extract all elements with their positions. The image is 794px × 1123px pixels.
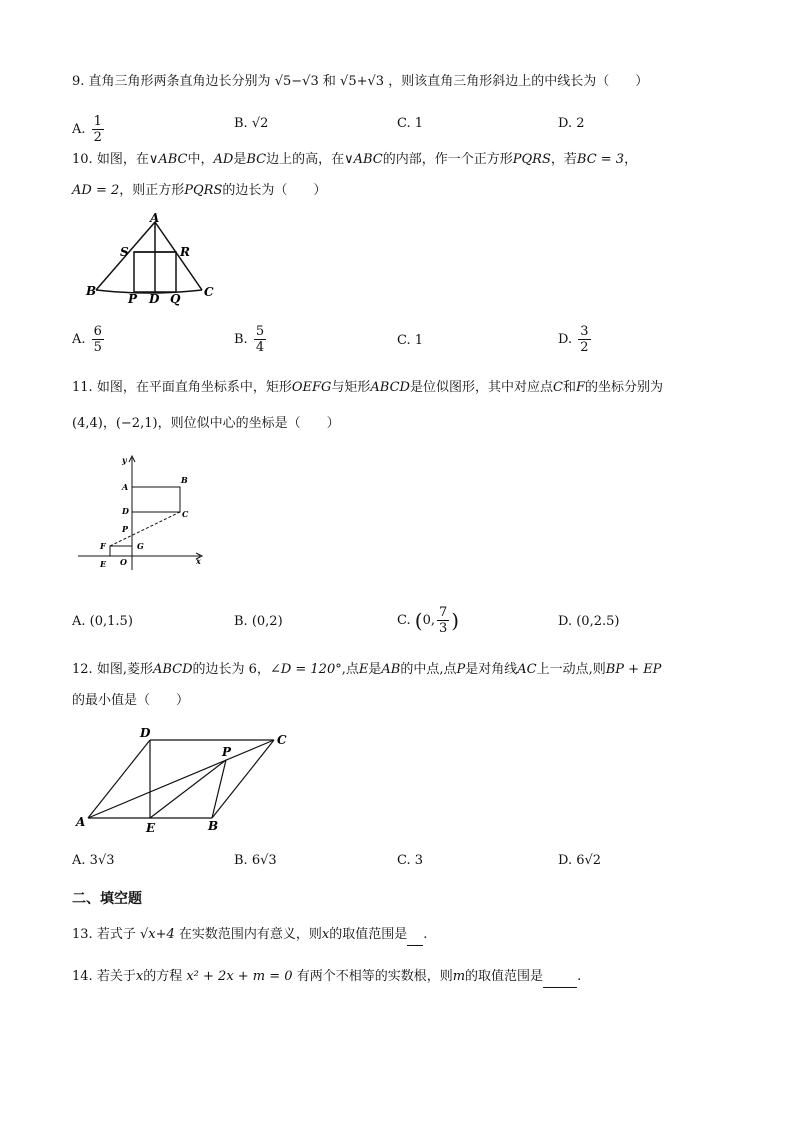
- fraction: $\frac{3}{2}$: [580, 324, 589, 355]
- option-value: √2: [584, 853, 602, 868]
- answer-blank[interactable]: [407, 925, 423, 946]
- label-o: O: [120, 557, 127, 567]
- question-14: 14. 若关于x的方程 x² + 2x + m = 0 有两个不相等的实数根，则m的取值范围是 .: [72, 967, 581, 988]
- option-label: A.: [72, 332, 86, 347]
- option-b[interactable]: [234, 114, 268, 134]
- option-label: D.: [558, 116, 573, 131]
- option-label: B.: [234, 332, 248, 347]
- question-text: 和: [322, 74, 336, 89]
- option-label: C.: [397, 853, 411, 868]
- question-number: 13.: [72, 927, 93, 942]
- option-d[interactable]: [558, 851, 601, 871]
- option-label: A.: [72, 122, 86, 137]
- side-ad: [88, 740, 150, 818]
- math-expression: x² + 2x + m = 0: [186, 969, 293, 984]
- question-12-line-1: 12. 如图,菱形ABCD的边长为 6，∠D = 120°,点E是AB的中点,点P是对角线AC上一动点,则BP + EP: [72, 662, 662, 677]
- option-label: B.: [234, 116, 248, 131]
- label-a: A: [76, 815, 86, 829]
- option-label: B.: [234, 614, 248, 629]
- label-a: A: [122, 482, 129, 492]
- label-d: D: [122, 506, 129, 516]
- option-value: √2: [251, 116, 269, 131]
- label-f: F: [100, 541, 106, 551]
- option-b[interactable]: [234, 851, 277, 871]
- question-number: 12.: [72, 662, 93, 677]
- label-y: y: [122, 455, 127, 465]
- option-value: (0,2): [251, 614, 283, 629]
- option-d[interactable]: [558, 114, 585, 134]
- question-number: 14.: [72, 969, 93, 984]
- option-label: D.: [558, 614, 573, 629]
- option-value: 3: [89, 853, 98, 868]
- label-e: E: [146, 821, 156, 835]
- option-b[interactable]: [234, 324, 268, 355]
- question-number: 10.: [72, 152, 93, 167]
- side-ac: [155, 222, 202, 290]
- fraction: $\frac{7}{3}$: [438, 605, 448, 636]
- option-c[interactable]: [397, 851, 423, 871]
- rectangle-oefg: [110, 546, 132, 556]
- label-c: C: [182, 509, 189, 519]
- rhombus-figure: [74, 722, 300, 838]
- label-s: S: [120, 245, 129, 259]
- label-d: D: [149, 292, 160, 306]
- option-a[interactable]: [72, 612, 133, 632]
- option-label: B.: [234, 853, 248, 868]
- label-e: E: [100, 559, 107, 569]
- option-label: C.: [397, 613, 411, 628]
- fraction: $\frac{5}{4}$: [255, 324, 265, 355]
- label-p: P: [122, 524, 129, 534]
- option-value: √3: [97, 853, 115, 868]
- option-value: 1: [414, 116, 424, 131]
- option-label: A.: [72, 853, 86, 868]
- question-text: 直角三角形两条直角边长分别为: [88, 74, 271, 89]
- option-value: 2: [576, 116, 585, 131]
- label-p: P: [128, 292, 138, 306]
- option-value: 1: [414, 333, 424, 348]
- option-a[interactable]: [72, 851, 115, 871]
- label-a: A: [150, 211, 160, 225]
- option-value: 6: [251, 853, 261, 868]
- question-text: ，则该直角三角形斜边上的中线长为（ ）: [388, 74, 649, 89]
- option-c[interactable]: [397, 114, 423, 134]
- option-d[interactable]: [558, 612, 619, 632]
- option-c[interactable]: [397, 331, 423, 351]
- question-10-line-1: 10. 如图，在∨ABC中，AD是BC边上的高，在∨ABC的内部，作一个正方形PQRS，若BC = 3，: [72, 152, 638, 167]
- option-value: 3: [414, 853, 424, 868]
- option-a[interactable]: [72, 114, 106, 145]
- label-b: B: [181, 475, 188, 485]
- option-value: √3: [260, 853, 277, 868]
- label-b: B: [86, 284, 97, 298]
- math-expression: √5−√3: [274, 74, 319, 89]
- math-expression: √5+√3: [340, 74, 385, 89]
- label-d: D: [140, 726, 151, 740]
- question-number: 11.: [72, 380, 93, 395]
- triangle-square-figure: [84, 210, 224, 310]
- question-11-line-2: (4,4)，(−2,1)，则位似中心的坐标是（ ）: [72, 416, 340, 431]
- label-b: B: [208, 819, 219, 833]
- option-b[interactable]: [234, 612, 283, 632]
- question-12-line-2: 的最小值是（ ）: [72, 693, 190, 708]
- option-c[interactable]: C. (0, $\frac{7}{3}$ ): [397, 605, 460, 636]
- question-13: 13. 若式子 √x+4 在实数范围内有意义，则x的取值范围是 .: [72, 925, 427, 946]
- option-value: 6: [576, 853, 585, 868]
- option-label: D.: [558, 853, 573, 868]
- fraction: $\frac{6}{5}$: [93, 324, 102, 355]
- coordinate-figure: [72, 450, 212, 575]
- question-11-line-1: 11. 如图，在平面直角坐标系中，矩形OEFG与矩形ABCD是位似图形，其中对应点C和F的坐标分别为: [72, 380, 664, 395]
- question-number: 9.: [72, 74, 85, 89]
- math-expression: √x+4: [139, 927, 175, 942]
- question-9: [72, 72, 648, 92]
- label-c: C: [277, 733, 287, 747]
- answer-blank[interactable]: [543, 967, 577, 988]
- label-c: C: [204, 285, 214, 299]
- option-label: D.: [558, 332, 573, 347]
- fraction: $\frac{1}{2}$: [93, 114, 102, 145]
- question-10-line-2: AD = 2，则正方形PQRS的边长为（ ）: [72, 183, 327, 198]
- diagonal-ac: [88, 740, 274, 818]
- label-x: x: [196, 556, 201, 566]
- option-label: C.: [397, 116, 411, 131]
- label-r: R: [180, 245, 190, 259]
- option-value: 0,: [422, 613, 435, 628]
- option-a[interactable]: [72, 324, 106, 355]
- label-p: P: [222, 745, 232, 759]
- label-q: Q: [170, 292, 181, 306]
- option-d[interactable]: [558, 324, 593, 355]
- label-g: G: [137, 541, 144, 551]
- rectangle-abcd: [132, 487, 180, 512]
- option-label: A.: [72, 614, 86, 629]
- option-label: C.: [397, 333, 411, 348]
- option-value: (0,1.5): [89, 614, 133, 629]
- section-heading: 二、填空题: [72, 891, 142, 907]
- option-value: (0,2.5): [576, 614, 620, 629]
- dashed-line: [110, 512, 180, 546]
